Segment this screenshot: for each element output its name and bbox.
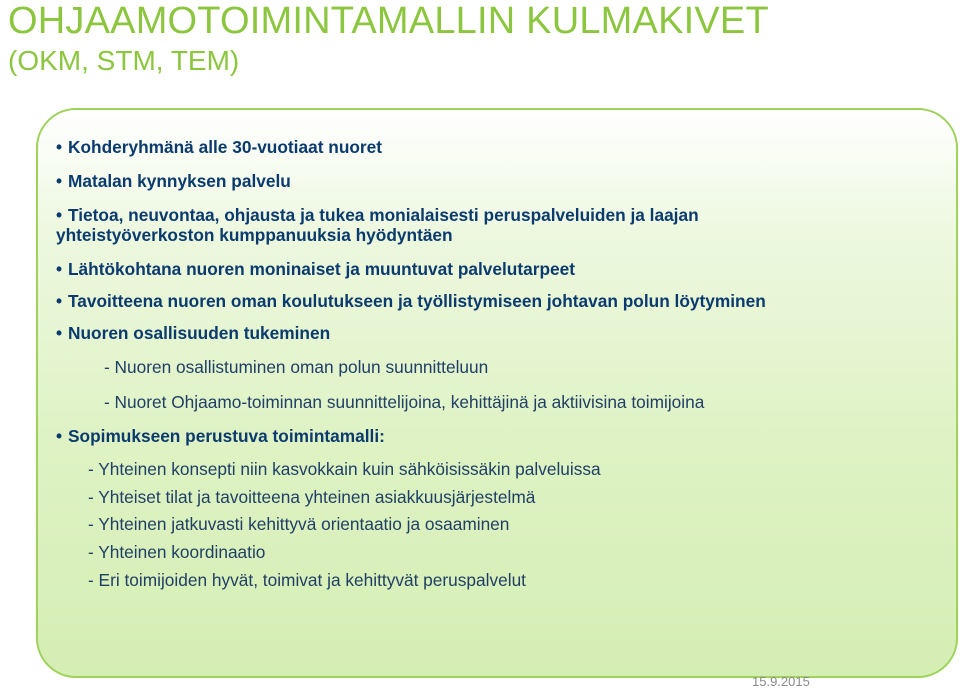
principle-item: - Yhteinen jatkuvasti kehittyvä orientaatio ja osaaminen (88, 514, 510, 534)
list-item: • Tietoa, neuvontaa, ohjausta ja tukea monialaisesti peruspalveluiden ja laajan (56, 205, 699, 225)
principle-item: - Eri toimijoiden hyvät, toimivat ja kehittyvät peruspalvelut (88, 570, 526, 590)
sub-list-item: - Nuoren osallistuminen oman polun suunnitteluun (104, 357, 489, 377)
principle-item: - Yhteinen konsepti niin kasvokkain kuin sähköisissäkin palveluissa (88, 459, 601, 479)
slide-title: OHJAAMOTOIMINTAMALLIN KULMAKIVET (8, 0, 769, 42)
slide-date: 15.9.2015 (752, 674, 810, 689)
principle-item: - Yhteiset tilat ja tavoitteena yhteinen asiakkuusjärjestelmä (88, 487, 536, 507)
list-item: • Matalan kynnyksen palvelu (56, 171, 291, 191)
list-item: • Lähtökohtana nuoren moninaiset ja muuntuvat palvelutarpeet (56, 259, 575, 279)
list-item-continuation: yhteistyöverkoston kumppanuuksia hyödyntäen (56, 225, 453, 245)
principle-item: - Yhteinen koordinaatio (88, 542, 266, 562)
slide-subtitle: (OKM, STM, TEM) (8, 45, 240, 76)
list-item: • Tavoitteena nuoren oman koulutukseen ja työllistymiseen johtavan polun löytyminen (56, 291, 766, 311)
list-item: • Nuoren osallisuuden tukeminen (56, 323, 330, 343)
list-item: • Kohderyhmänä alle 30-vuotiaat nuoret (56, 137, 382, 157)
sub-list-item: - Nuoret Ohjaamo-toiminnan suunnittelijoina, kehittäjinä ja aktiivisina toimijoina (104, 392, 705, 412)
list-item: • Sopimukseen perustuva toimintamalli: (56, 426, 385, 446)
